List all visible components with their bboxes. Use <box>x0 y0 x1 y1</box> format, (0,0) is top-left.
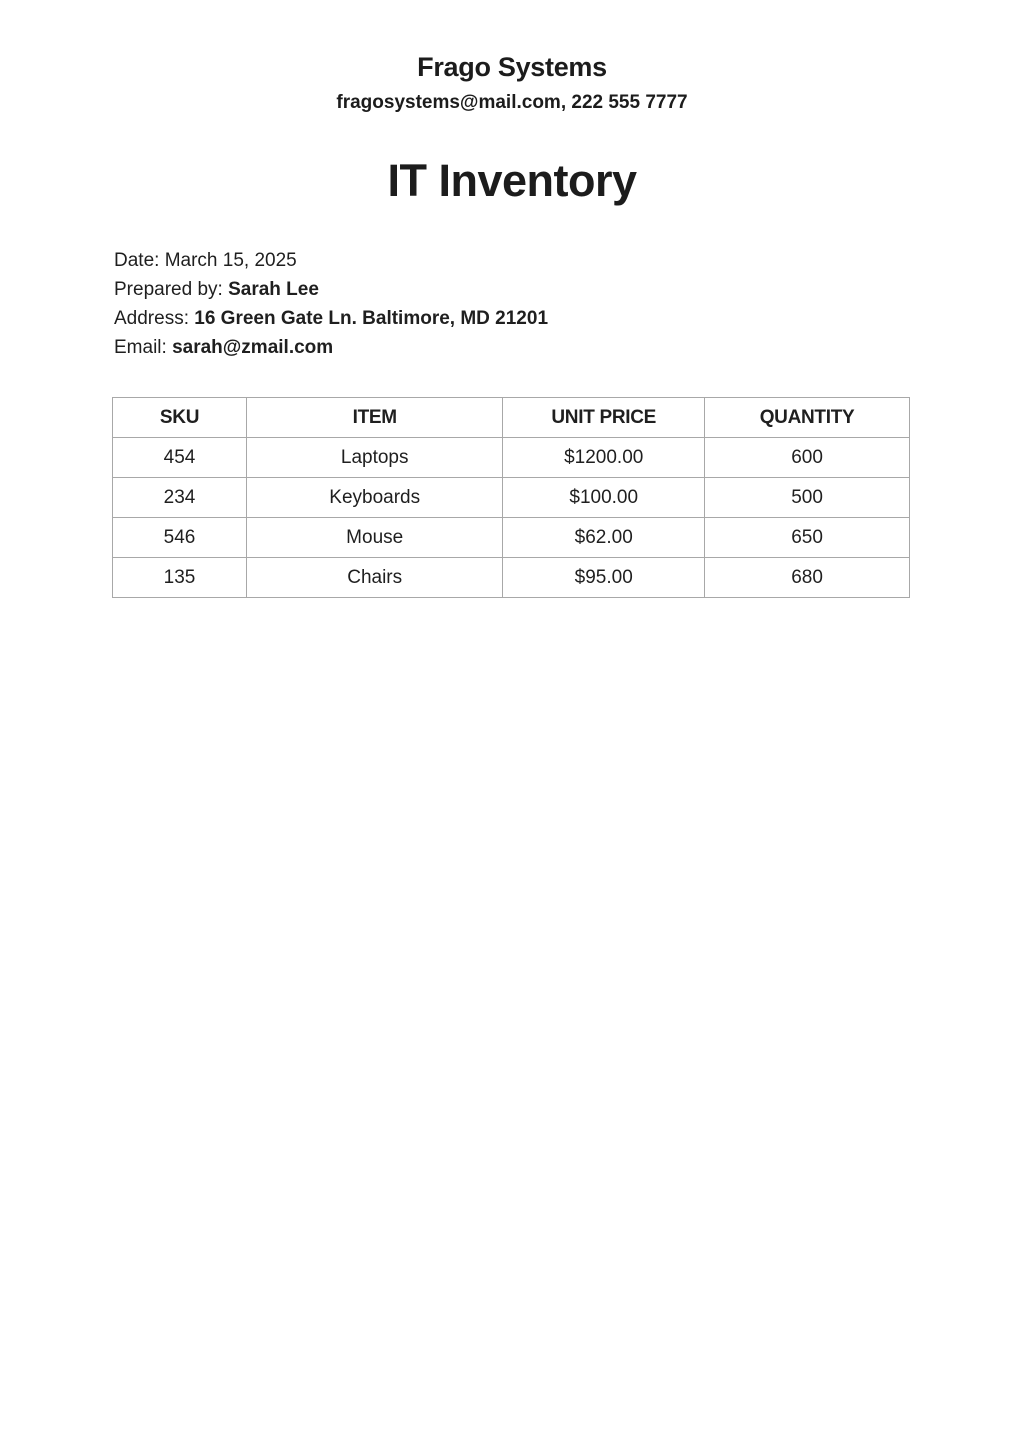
cell-unit-price: $95.00 <box>503 558 705 598</box>
date-line <box>114 246 548 275</box>
address-line <box>114 304 548 333</box>
company-contact: fragosystems@mail.com, 222 555 7777 <box>336 92 688 113</box>
cell-quantity: 500 <box>705 478 910 518</box>
cell-sku: 135 <box>113 558 247 598</box>
cell-unit-price: $100.00 <box>503 478 705 518</box>
company-name: Frago Systems <box>417 52 607 82</box>
cell-item: Keyboards <box>247 478 503 518</box>
cell-item: Chairs <box>247 558 503 598</box>
document-meta <box>114 246 548 362</box>
table-row <box>113 438 910 478</box>
table-row <box>113 558 910 598</box>
prepared-by-label: Prepared by: <box>114 279 223 300</box>
cell-unit-price: $62.00 <box>503 518 705 558</box>
column-header-item: ITEM <box>247 398 503 438</box>
email-value: sarah@zmail.com <box>172 337 334 358</box>
cell-quantity: 650 <box>705 518 910 558</box>
page-title: IT Inventory <box>387 155 637 206</box>
address-value: 16 Green Gate Ln. Baltimore, MD 21201 <box>194 308 549 329</box>
email-label: Email: <box>114 337 167 358</box>
cell-unit-price: $1200.00 <box>503 438 705 478</box>
cell-quantity: 680 <box>705 558 910 598</box>
cell-item: Mouse <box>247 518 503 558</box>
prepared-by-value: Sarah Lee <box>228 279 319 300</box>
date-label: Date: <box>114 250 160 271</box>
cell-sku: 454 <box>113 438 247 478</box>
column-header-sku: SKU <box>113 398 247 438</box>
column-header-unit-price: UNIT PRICE <box>503 398 705 438</box>
cell-sku: 234 <box>113 478 247 518</box>
prepared-by-line <box>114 275 548 304</box>
cell-item: Laptops <box>247 438 503 478</box>
cell-quantity: 600 <box>705 438 910 478</box>
date-value: March 15, 2025 <box>164 250 297 271</box>
table-row <box>113 478 910 518</box>
cell-sku: 546 <box>113 518 247 558</box>
table-header-row <box>113 398 910 438</box>
column-header-quantity: QUANTITY <box>705 398 910 438</box>
table-row <box>113 518 910 558</box>
address-label: Address: <box>114 308 189 329</box>
inventory-table <box>112 397 910 598</box>
email-line <box>114 333 548 362</box>
